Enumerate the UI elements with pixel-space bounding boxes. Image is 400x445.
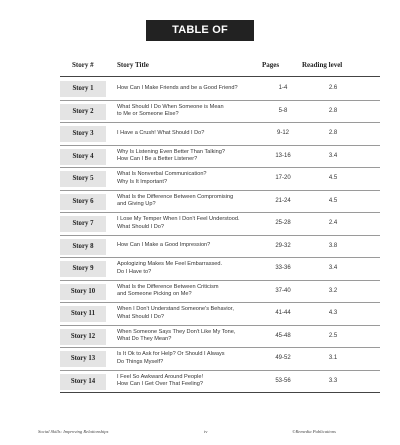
table-row (60, 281, 380, 304)
pages-cell: 29-32 (275, 242, 291, 249)
pages-cell: 41-44 (275, 310, 291, 316)
story-title-cell: What Should I Do When Someone is Mean to Me or Someone Else? (117, 103, 224, 117)
header-divider (60, 76, 380, 77)
story-title-cell: What Is the Difference Between Criticism and Someone Picking on Me? (117, 283, 219, 297)
pages-cell: 1-4 (278, 85, 288, 91)
footer-publisher: ©Remedia Publications (292, 429, 336, 434)
table-row (60, 348, 380, 371)
table-row (60, 123, 380, 146)
story-title-cell: I Feel So Awkward Around People! How Can I Get Over That Feeling? (117, 373, 204, 387)
pages-cell: 45-48 (275, 332, 291, 339)
story-number-cell: Story 10 (60, 284, 106, 300)
story-number-cell: Story 2 (60, 104, 106, 120)
story-number-cell: Story 7 (60, 216, 106, 232)
pages-cell: 53-56 (275, 377, 291, 384)
pages-cell: 5-8 (278, 107, 288, 114)
story-number-cell: Story 6 (60, 194, 106, 210)
pages-cell: 9-12 (276, 130, 289, 136)
reading-level-cell: 4.3 (328, 310, 338, 316)
table-row (60, 326, 380, 349)
table-header (0, 61, 400, 73)
table-row (60, 101, 380, 124)
story-number-cell: Story 5 (60, 171, 106, 187)
pages-cell: 49-52 (275, 355, 291, 361)
header-pages: Pages (262, 61, 280, 69)
reading-level-cell: 3.1 (328, 355, 338, 361)
reading-level-cell: 2.8 (328, 130, 338, 136)
table-row (60, 303, 380, 326)
story-title-cell: I Have a Crush! What Should I Do? (117, 129, 205, 136)
page-footer (0, 429, 400, 439)
reading-level-cell: 4.5 (328, 197, 338, 204)
story-number-cell: Story 12 (60, 329, 106, 345)
header-reading-level: Reading level (302, 61, 343, 69)
story-title-cell: Apologizing Makes Me Feel Embarrassed. Do I Have to? (117, 261, 223, 275)
story-title-cell: Why Is Listening Even Better Than Talking? How Can I Be a Better Listener? (117, 148, 225, 162)
table-row (60, 78, 380, 101)
story-number-cell: Story 4 (60, 149, 106, 165)
table-body (60, 78, 380, 393)
story-title-cell: When Someone Says They Don't Like My Tone, What Do They Mean? (117, 328, 236, 342)
story-title-cell: How Can I Make Friends and be a Good Friend? (117, 84, 238, 91)
reading-level-cell: 4.5 (328, 175, 338, 181)
story-title-cell: What Is Nonverbal Communication? Why Is It Important? (117, 171, 207, 185)
reading-level-cell: 3.4 (328, 265, 338, 271)
footer-book-title: Social Skills: Improving Relationships (38, 429, 109, 434)
story-number-cell: Story 3 (60, 126, 106, 142)
pages-cell: 21-24 (275, 197, 291, 204)
pages-cell: 37-40 (275, 287, 291, 294)
table-row (60, 258, 380, 281)
header-story-number: Story # (72, 61, 94, 69)
story-title-cell: Is It Ok to Ask for Help? Or Should I Always Do Things Myself? (117, 351, 225, 365)
table-row (60, 191, 380, 214)
pages-cell: 13-16 (275, 152, 291, 159)
story-number-cell: Story 13 (60, 351, 106, 367)
pages-cell: 33-36 (275, 265, 291, 271)
story-title-cell: When I Don't Understand Someone's Behavior, What Should I Do? (117, 306, 234, 320)
reading-level-cell: 3.3 (328, 377, 338, 384)
reading-level-cell: 2.8 (328, 107, 338, 114)
story-number-cell: Story 14 (60, 374, 106, 390)
footer-page-number: iv (204, 429, 208, 434)
header-story-title: Story Title (117, 61, 149, 69)
reading-level-cell: 2.4 (328, 220, 338, 226)
reading-level-cell: 2.5 (328, 332, 338, 339)
reading-level-cell: 3.8 (328, 242, 338, 249)
table-row (60, 213, 380, 236)
story-title-cell: What Is the Difference Between Compromising and Giving Up? (117, 193, 234, 207)
pages-cell: 25-28 (275, 220, 291, 226)
story-number-cell: Story 9 (60, 261, 106, 277)
reading-level-cell: 3.4 (328, 152, 338, 159)
story-number-cell: Story 8 (60, 239, 106, 255)
page-title: TABLE OF CONTENT (146, 20, 254, 41)
story-title-cell: How Can I Make a Good Impression? (117, 242, 211, 249)
story-number-cell: Story 1 (60, 81, 106, 97)
reading-level-cell: 2.6 (328, 85, 338, 91)
story-number-cell: Story 11 (60, 306, 106, 322)
table-row (60, 236, 380, 259)
table-row (60, 371, 380, 394)
story-title-cell: I Lose My Temper When I Don't Feel Understood. What Should I Do? (117, 216, 240, 230)
reading-level-cell: 3.2 (328, 287, 338, 294)
table-row (60, 168, 380, 191)
table-row (60, 146, 380, 169)
pages-cell: 17-20 (275, 175, 291, 181)
